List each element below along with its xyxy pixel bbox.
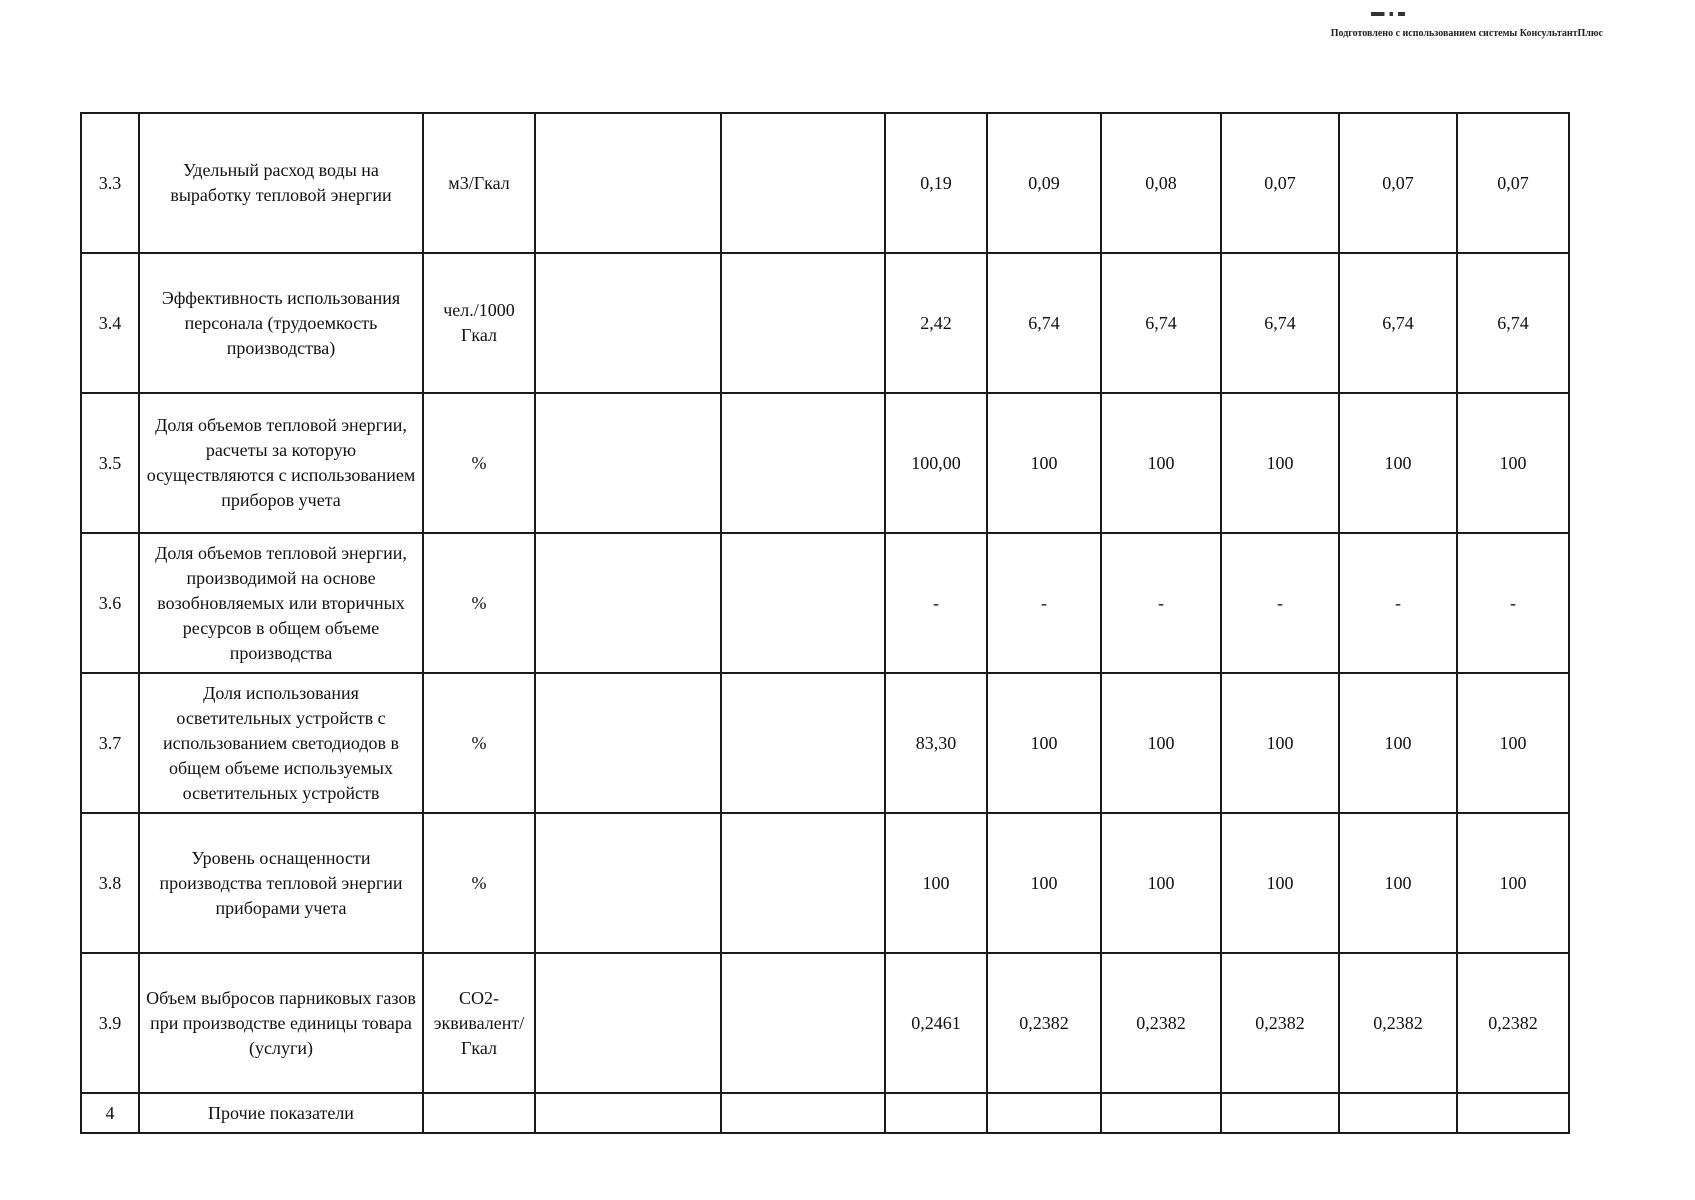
empty-cell [721, 813, 885, 953]
value-cell [1339, 1093, 1457, 1133]
value-cell: 0,07 [1339, 113, 1457, 253]
value-cell: 100 [1457, 813, 1569, 953]
empty-cell [535, 533, 721, 673]
table-row [81, 253, 1569, 393]
value-cell: 0,19 [885, 113, 987, 253]
table-row [81, 533, 1569, 673]
row-number: 3.8 [81, 813, 139, 953]
value-cell: 0,2382 [1457, 953, 1569, 1093]
value-cell: 0,2382 [987, 953, 1101, 1093]
value-cell [1457, 1093, 1569, 1133]
empty-cell [721, 953, 885, 1093]
unit-cell [423, 1093, 535, 1133]
value-cell: - [987, 533, 1101, 673]
value-cell: 100 [885, 813, 987, 953]
empty-cell [721, 673, 885, 813]
value-cell: 0,2461 [885, 953, 987, 1093]
indicator-name: Доля объемов тепловой энергии, расчеты за которую осуществляются с использованием приборов учета [139, 393, 423, 533]
value-cell: 6,74 [987, 253, 1101, 393]
value-cell: 100 [1101, 673, 1221, 813]
empty-cell [535, 813, 721, 953]
table-row [81, 393, 1569, 533]
value-cell: - [1101, 533, 1221, 673]
unit-cell: % [423, 533, 535, 673]
value-cell: 100,00 [885, 393, 987, 533]
indicator-name: Доля использования осветительных устройств с использованием светодиодов в общем объеме используемых осветительных устройств [139, 673, 423, 813]
row-number: 3.5 [81, 393, 139, 533]
table-row [81, 113, 1569, 253]
empty-cell [535, 393, 721, 533]
row-number: 3.9 [81, 953, 139, 1093]
value-cell: 100 [987, 673, 1101, 813]
value-cell: 100 [1221, 393, 1339, 533]
indicator-name: Эффективность использования персонала (трудоемкость производства) [139, 253, 423, 393]
empty-cell [721, 533, 885, 673]
value-cell: 100 [1221, 813, 1339, 953]
table-row [81, 813, 1569, 953]
unit-cell: % [423, 813, 535, 953]
row-number: 3.4 [81, 253, 139, 393]
unit-cell: чел./1000 Гкал [423, 253, 535, 393]
value-cell: - [1457, 533, 1569, 673]
row-number: 3.6 [81, 533, 139, 673]
indicators-table [80, 112, 1570, 1134]
indicator-name: Объем выбросов парниковых газов при производстве единицы товара (услуги) [139, 953, 423, 1093]
row-number: 3.7 [81, 673, 139, 813]
indicator-name: Удельный расход воды на выработку тепловой энергии [139, 113, 423, 253]
indicator-name: Прочие показатели [139, 1093, 423, 1133]
value-cell: - [885, 533, 987, 673]
value-cell: - [1221, 533, 1339, 673]
table-body [81, 113, 1569, 1133]
value-cell [1221, 1093, 1339, 1133]
table-row [81, 1093, 1569, 1133]
value-cell: 100 [1339, 813, 1457, 953]
empty-cell [535, 673, 721, 813]
value-cell: 100 [1101, 393, 1221, 533]
value-cell: 6,74 [1221, 253, 1339, 393]
unit-cell: CO2-эквивалент/ Гкал [423, 953, 535, 1093]
value-cell [1101, 1093, 1221, 1133]
value-cell: 0,09 [987, 113, 1101, 253]
value-cell: 100 [1221, 673, 1339, 813]
value-cell: 0,07 [1221, 113, 1339, 253]
empty-cell [535, 113, 721, 253]
empty-cell [721, 113, 885, 253]
value-cell: 100 [1339, 393, 1457, 533]
indicator-name: Уровень оснащенности производства тепловой энергии приборами учета [139, 813, 423, 953]
unit-cell: % [423, 393, 535, 533]
empty-cell [535, 953, 721, 1093]
value-cell: 100 [1457, 393, 1569, 533]
header-mark [1371, 12, 1405, 16]
indicator-name: Доля объемов тепловой энергии, производимой на основе возобновляемых или вторичных ресурсов в общем объеме производства [139, 533, 423, 673]
value-cell [885, 1093, 987, 1133]
value-cell: 100 [987, 813, 1101, 953]
value-cell: 0,08 [1101, 113, 1221, 253]
empty-cell [721, 393, 885, 533]
value-cell: 0,07 [1457, 113, 1569, 253]
value-cell: 0,2382 [1339, 953, 1457, 1093]
value-cell: 0,2382 [1101, 953, 1221, 1093]
value-cell [987, 1093, 1101, 1133]
empty-cell [721, 253, 885, 393]
empty-cell [721, 1093, 885, 1133]
table-row [81, 673, 1569, 813]
unit-cell: % [423, 673, 535, 813]
value-cell: 0,2382 [1221, 953, 1339, 1093]
empty-cell [535, 1093, 721, 1133]
value-cell: 100 [987, 393, 1101, 533]
empty-cell [535, 253, 721, 393]
value-cell: 6,74 [1457, 253, 1569, 393]
value-cell: 100 [1101, 813, 1221, 953]
prepared-note: Подготовлено с использованием системы КонсультантПлюс [1330, 28, 1603, 39]
value-cell: - [1339, 533, 1457, 673]
value-cell: 6,74 [1101, 253, 1221, 393]
value-cell: 83,30 [885, 673, 987, 813]
unit-cell: м3/Гкал [423, 113, 535, 253]
row-number: 3.3 [81, 113, 139, 253]
value-cell: 2,42 [885, 253, 987, 393]
value-cell: 100 [1339, 673, 1457, 813]
value-cell: 6,74 [1339, 253, 1457, 393]
value-cell: 100 [1457, 673, 1569, 813]
row-number: 4 [81, 1093, 139, 1133]
table-row [81, 953, 1569, 1093]
